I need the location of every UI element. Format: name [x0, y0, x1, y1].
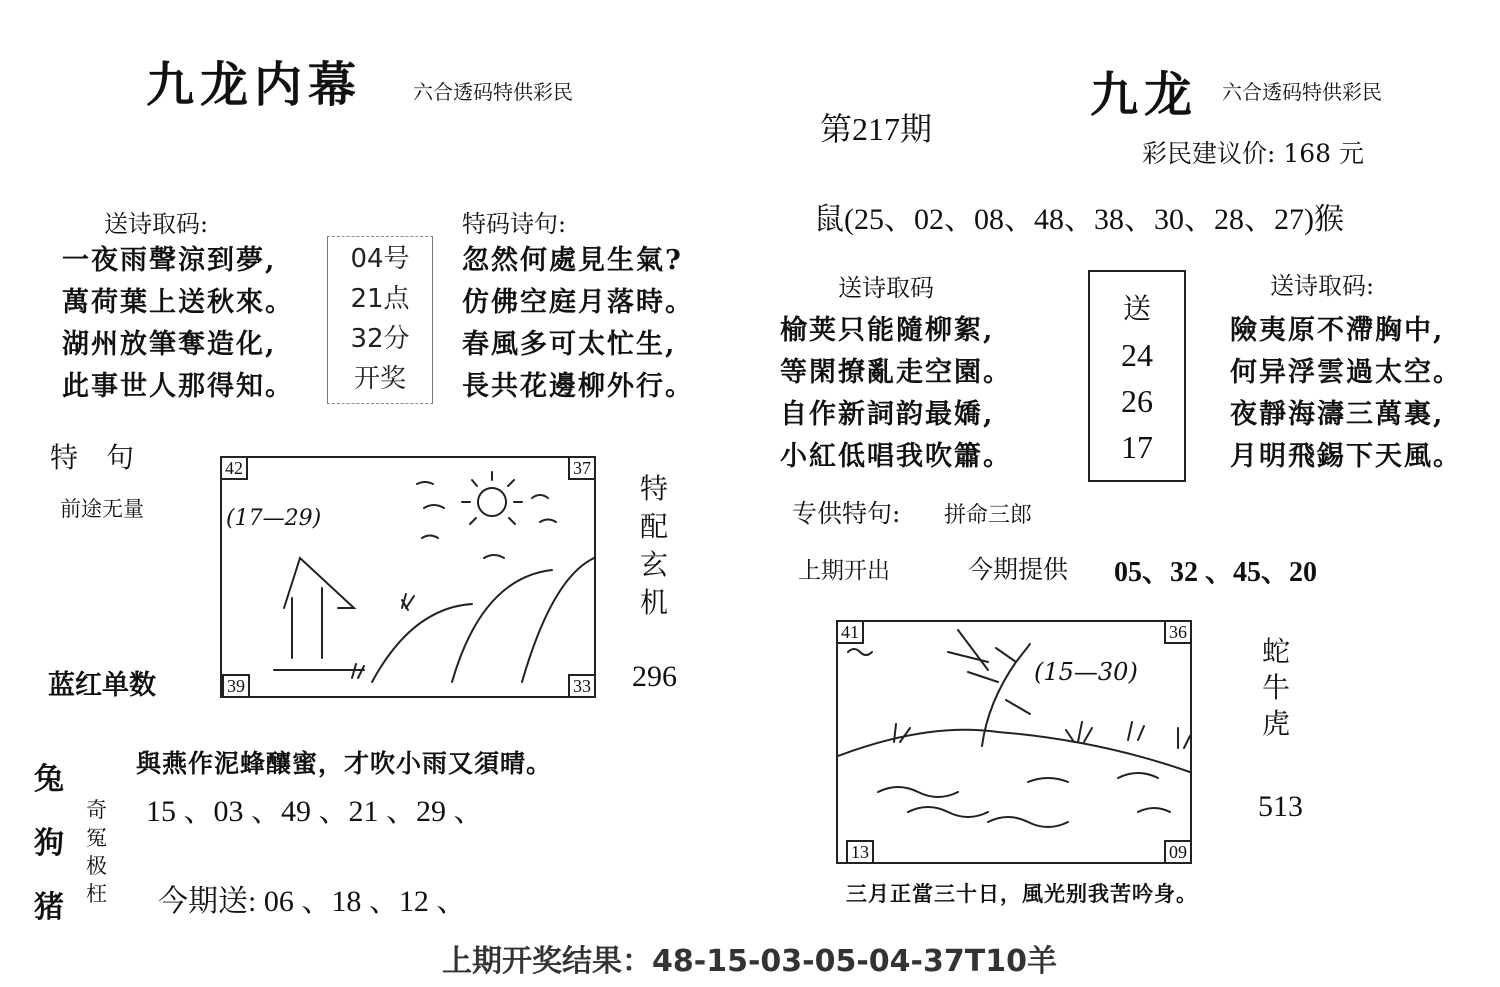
small-vertical-text	[86, 796, 107, 908]
right-center-box	[1088, 270, 1186, 482]
zodiac-char: 狗	[34, 826, 64, 861]
vertical-char: 配	[640, 510, 669, 543]
poem-line: 仿佛空庭月落時。	[462, 287, 694, 318]
poem-line: 長共花邊柳外行。	[462, 371, 694, 402]
box-line: 24	[1121, 337, 1153, 373]
box-line: 送	[1122, 292, 1151, 325]
poem-line: 何异浮雲過太空。	[1230, 357, 1462, 388]
right-poem-1	[780, 310, 1012, 478]
special-line-label: 专供特句:	[792, 499, 901, 528]
corner-top-right: 36	[1164, 620, 1192, 644]
left-side-vertical	[640, 470, 668, 622]
right-side-number: 513	[1258, 790, 1303, 823]
left-poem-2	[462, 240, 694, 408]
right-poem-2	[1230, 310, 1462, 478]
vertical-char: 玄	[640, 548, 669, 581]
this-provide-value: 05、32 、45、20	[1114, 557, 1318, 588]
suggested-price: 彩民建议价: 168 元	[1142, 139, 1365, 168]
corner-bottom-right: 09	[1164, 840, 1192, 864]
right-subtitle: 六合透码特供彩民	[1222, 80, 1382, 104]
corner-top-left: 41	[836, 620, 864, 644]
poem-line: 等閑撩亂走空園。	[780, 357, 1012, 388]
left-sketch	[222, 458, 594, 696]
vertical-char: 奇	[86, 798, 107, 822]
corner-top-left: 42	[220, 456, 248, 480]
box-line: 21点	[350, 284, 410, 314]
corner-top-right: 37	[568, 456, 596, 480]
poem-line: 小紅低唱我吹簫。	[780, 441, 1012, 472]
left-poem-heading-2: 特码诗句:	[462, 210, 567, 238]
this-provide-label: 今期提供	[968, 555, 1069, 584]
left-center-box	[327, 236, 433, 404]
left-picture-text: (17—29)	[226, 506, 322, 531]
zodiac-char: 牛	[1262, 671, 1291, 704]
last-open-label: 上期开出	[798, 558, 890, 584]
zodiac-char: 蛇	[1262, 635, 1291, 668]
box-line: 26	[1121, 383, 1153, 419]
right-picture-text: (15—30)	[1034, 658, 1138, 686]
left-number-row: 15 、03 、49 、21 、29 、	[146, 795, 484, 828]
right-heading-2: 送诗取码:	[1270, 272, 1375, 300]
poem-line: 月明飛錫下天風。	[1230, 441, 1462, 472]
poem-line: 榆荚只能隨柳絮,	[780, 315, 995, 346]
poem-line: 忽然何處見生氣?	[462, 245, 683, 276]
left-poem-1	[62, 240, 294, 408]
right-picture-frame	[836, 620, 1192, 864]
poem-line: 此事世人那得知。	[62, 371, 294, 402]
last-result-footer: 上期开奖结果：48-15-03-05-04-37T10羊	[442, 944, 1057, 979]
right-side-zodiac	[1262, 634, 1290, 742]
right-heading-1: 送诗取码	[838, 274, 934, 302]
issue-number: 第217期	[820, 111, 933, 147]
box-line: 开奖	[353, 364, 406, 394]
right-title: 九龙	[1090, 67, 1199, 123]
vertical-char: 枉	[86, 882, 107, 906]
left-verse: 與燕作泥蜂釀蜜，才吹小雨又須晴。	[136, 749, 553, 778]
vertical-char: 冤	[86, 826, 107, 850]
poem-line: 險夷原不滯胸中,	[1230, 315, 1445, 346]
vertical-char: 特	[640, 472, 669, 505]
zodiac-char: 虎	[1262, 707, 1291, 740]
zodiac-char: 猪	[34, 890, 64, 925]
left-picture-frame	[220, 456, 596, 698]
special-sentence-label: 特 句	[50, 441, 135, 474]
special-phrase: 前途无量	[60, 497, 144, 521]
corner-bottom-right: 33	[568, 674, 596, 698]
left-poem-heading-1: 送诗取码:	[104, 210, 209, 238]
blue-red-odd: 蓝红单数	[48, 670, 156, 700]
today-send: 今期送: 06 、18 、12 、	[158, 885, 467, 918]
poem-line: 夜靜海濤三萬裏,	[1230, 399, 1445, 430]
poem-line: 春風多可太忙生,	[462, 329, 677, 360]
zodiac-char: 兔	[34, 762, 64, 797]
left-title: 九龙内幕	[146, 57, 363, 113]
box-line: 32分	[350, 324, 410, 354]
box-line: 17	[1121, 429, 1153, 465]
poem-line: 湖州放筆奪造化,	[62, 329, 277, 360]
left-zodiac-vertical	[34, 748, 64, 940]
corner-bottom-left: 39	[222, 674, 250, 698]
left-side-number: 296	[632, 660, 677, 693]
poem-line: 自作新詞韵最嬌,	[780, 399, 995, 430]
corner-bottom-left: 13	[846, 840, 874, 864]
zodiac-number-line: 鼠(25、02、08、48、38、30、28、27)猴	[814, 203, 1344, 236]
poem-line: 萬荷葉上送秋來。	[62, 287, 294, 318]
poem-line: 一夜雨聲涼到夢,	[62, 245, 277, 276]
vertical-char: 极	[86, 854, 107, 878]
vertical-char: 机	[640, 586, 669, 619]
right-verse: 三月正當三十日，風光别我苦吟身。	[846, 881, 1198, 906]
left-subtitle: 六合透码特供彩民	[413, 80, 573, 104]
box-line: 04号	[350, 244, 410, 274]
special-line-value: 拼命三郎	[944, 503, 1033, 528]
